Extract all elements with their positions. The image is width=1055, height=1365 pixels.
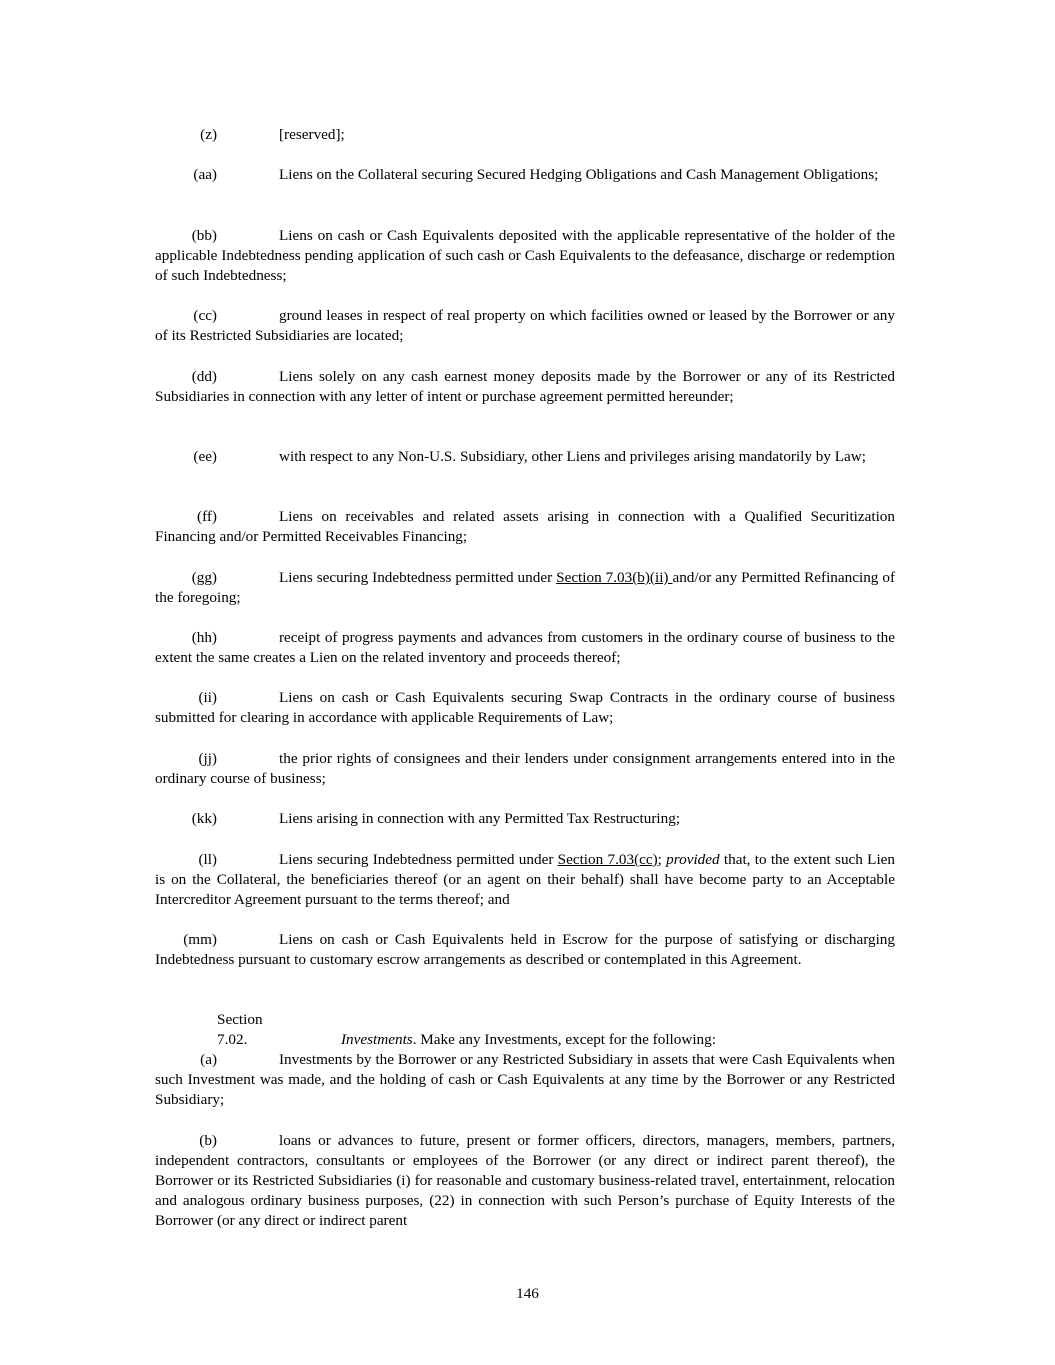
section-label: Section 7.02. [217,1011,263,1049]
clause-label: (b) [199,1132,217,1149]
section-title: Investments [341,1031,413,1049]
section-intro-text: . Make any Investments, except for the following: [412,1031,716,1049]
clause-label: (z) [200,126,217,143]
clause-ii [155,688,895,728]
clause-text: Investments by the Borrower or any Restricted Subsidiary in assets that were Cash Equivalents when such Investment was made, and the holding of cash or Cash Equivalents at any time by the Borrower or any Restricted Subsidiary; [155,1051,895,1109]
clause-label: (dd) [191,368,217,385]
clause-text: with respect to any Non-U.S. Subsidiary, other Liens and privileges arising mandatorily by Law; [279,448,866,465]
clause-label: (aa) [193,166,217,183]
clause-bb [155,226,895,286]
section-7-02-heading [155,1010,895,1050]
clause-text: Liens securing Indebtedness permitted under [279,851,558,868]
clause-text: loans or advances to future, present or former officers, directors, managers, members, partners, independent contractors, consultants or employees of the Borrower (or any direct or indirect parent thereof), the Borrower or its Restricted Subsidiaries (i) for reasonable and customary business-related travel, entertainment, relocation and analogous ordinary business purposes, (22) in connection with such Person’s purchase of Equity Interests of the Borrower (or any direct or indirect parent [155,1132,895,1230]
clause-text: the prior rights of consignees and their lenders under consignment arrangements entered into in the ordinary course of business; [155,750,895,788]
clause-label: (ee) [193,448,217,465]
clause-text: Liens on cash or Cash Equivalents deposited with the applicable representative of the holder of the applicable Indebtedness pending application of such cash or Cash Equivalents to the defeasance, discharge or redemption of such Indebtedness; [155,227,895,285]
clause-label: (bb) [191,227,217,244]
clause-ll [155,850,895,910]
clause-text-sep: ; [657,851,667,868]
clause-label: (ff) [197,508,217,525]
clause-cc [155,306,895,346]
section-reference-link: Section 7.03(cc) [557,851,658,868]
page-number: 146 [516,1285,539,1302]
clause-dd [155,367,895,407]
clause-label: (kk) [191,810,217,827]
clause-text-continued: and/or any Permitted Refinancing of the foregoing; [155,569,896,607]
clause-text: Liens securing Indebtedness permitted under [279,569,557,586]
clause-text: [reserved]; [279,126,345,143]
clause-text: Liens on the Collateral securing Secured Hedging Obligations and Cash Management Obligations; [279,166,879,183]
clause-label: (jj) [198,750,217,767]
clause-jj [155,749,895,789]
section-reference-link: Section 7.03(b)(ii) [556,569,673,586]
clause-hh [155,628,895,668]
clause-text: Liens on cash or Cash Equivalents securing Swap Contracts in the ordinary course of business submitted for clearing in accordance with applicable Requirements of Law; [155,689,895,727]
clause-kk [155,809,895,829]
clause-label: (a) [200,1051,217,1068]
clause-label: (hh) [191,629,217,646]
clause-z [155,125,895,145]
clause-text: Liens on cash or Cash Equivalents held in Escrow for the purpose of satisfying or discharging Indebtedness pursuant to customary escrow arrangements as described or contemplated in this Agreement. [155,931,895,969]
clause-text: Liens arising in connection with any Permitted Tax Restructuring; [279,810,681,827]
clause-text: receipt of progress payments and advances from customers in the ordinary course of business to the extent the same creates a Lien on the related inventory and proceeds thereof; [155,629,895,667]
clause-label: (gg) [191,569,217,586]
clause-mm [155,930,895,970]
clause-label: (ii) [198,689,217,706]
proviso-term: provided [666,851,720,868]
clause-gg [155,568,895,608]
clause-label: (mm) [183,931,217,948]
clause-aa [155,165,895,185]
investment-clause-a [155,1050,895,1110]
clause-text: Liens solely on any cash earnest money deposits made by the Borrower or any of its Restricted Subsidiaries in connection with any letter of intent or purchase agreement permitted hereunder; [155,368,895,406]
clause-text: ground leases in respect of real property on which facilities owned or leased by the Borrower or any of its Restricted Subsidiaries are located; [155,307,895,345]
clause-ee [155,447,895,467]
clause-text: Liens on receivables and related assets arising in connection with a Qualified Securitization Financing and/or Permitted Receivables Financing; [155,508,895,546]
clause-label: (ll) [198,851,217,868]
investment-clause-b [155,1131,895,1231]
clause-ff [155,507,895,547]
clause-text-continued: that, to the extent such Lien is on the Collateral, the beneficiaries thereof (or an agent on their behalf) shall have become party to an Acceptable Intercreditor Agreement pursuant to the terms thereof; and [155,851,895,909]
clause-label: (cc) [193,307,217,324]
